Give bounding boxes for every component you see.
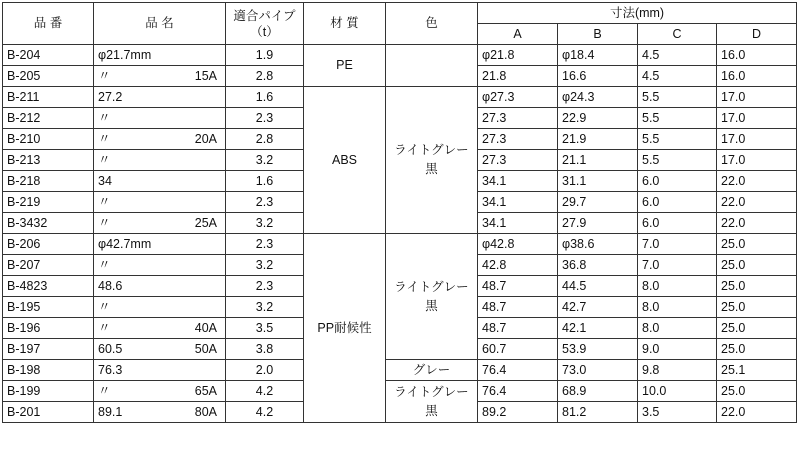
spec-table-wrapper xyxy=(2,2,797,423)
cell-d: 22.0 xyxy=(717,171,797,192)
cell-d: 25.0 xyxy=(717,339,797,360)
cell-c: 6.0 xyxy=(638,171,717,192)
header-pipe-line2: （t） xyxy=(250,24,279,39)
header-d: D xyxy=(717,24,797,45)
cell-name xyxy=(94,66,226,87)
cell-thickness: 3.2 xyxy=(226,213,304,234)
cell-name xyxy=(94,297,226,318)
size-value: 25A xyxy=(194,215,217,230)
cell-c: 8.0 xyxy=(638,297,717,318)
cell-b: 42.1 xyxy=(558,318,638,339)
cell-b: 27.9 xyxy=(558,213,638,234)
cell-d: 22.0 xyxy=(717,192,797,213)
name-value: 〃 xyxy=(98,152,111,167)
cell-thickness: 2.8 xyxy=(226,66,304,87)
cell-b: 21.1 xyxy=(558,150,638,171)
header-material: 材 質 xyxy=(304,3,386,45)
cell-a: 27.3 xyxy=(478,150,558,171)
header-code: 品 番 xyxy=(3,3,94,45)
cell-a: 27.3 xyxy=(478,129,558,150)
cell-b: 42.7 xyxy=(558,297,638,318)
cell-name xyxy=(94,318,226,339)
cell-code: B-197 xyxy=(3,339,94,360)
cell-d: 25.0 xyxy=(717,234,797,255)
table-row xyxy=(3,381,797,402)
cell-code: B-206 xyxy=(3,234,94,255)
color-label: 黒 xyxy=(425,403,438,418)
cell-c: 5.5 xyxy=(638,87,717,108)
cell-thickness: 4.2 xyxy=(226,381,304,402)
cell-a: 34.1 xyxy=(478,171,558,192)
table-row xyxy=(3,87,797,108)
cell-d: 25.0 xyxy=(717,297,797,318)
color-label: 黒 xyxy=(425,298,438,313)
cell-a: 34.1 xyxy=(478,192,558,213)
cell-name xyxy=(94,171,226,192)
size-value: 15A xyxy=(194,68,217,83)
cell-c: 5.5 xyxy=(638,150,717,171)
name-value: 〃 xyxy=(98,68,111,83)
cell-code: B-212 xyxy=(3,108,94,129)
cell-a: 21.8 xyxy=(478,66,558,87)
cell-c: 3.5 xyxy=(638,402,717,423)
cell-thickness: 1.9 xyxy=(226,45,304,66)
cell-name xyxy=(94,276,226,297)
cell-code: B-198 xyxy=(3,360,94,381)
cell-code: B-3432 xyxy=(3,213,94,234)
color-label: 黒 xyxy=(425,162,438,176)
cell-c: 8.0 xyxy=(638,318,717,339)
header-name: 品 名 xyxy=(94,3,226,45)
cell-code: B-195 xyxy=(3,297,94,318)
cell-b: 29.7 xyxy=(558,192,638,213)
header-color: 色 xyxy=(386,3,478,45)
cell-b: φ18.4 xyxy=(558,45,638,66)
cell-c: 5.5 xyxy=(638,108,717,129)
cell-name xyxy=(94,255,226,276)
cell-code: B-196 xyxy=(3,318,94,339)
name-value: 34 xyxy=(98,173,112,188)
cell-a: 48.7 xyxy=(478,318,558,339)
cell-b: φ24.3 xyxy=(558,87,638,108)
table-row xyxy=(3,45,797,66)
name-value: 〃 xyxy=(98,299,111,314)
color-group-2 xyxy=(386,234,478,360)
cell-code: B-219 xyxy=(3,192,94,213)
cell-code: B-4823 xyxy=(3,276,94,297)
cell-a: φ42.8 xyxy=(478,234,558,255)
cell-name xyxy=(94,150,226,171)
cell-name xyxy=(94,129,226,150)
cell-a: 89.2 xyxy=(478,402,558,423)
material-pp: PP耐候性 xyxy=(304,234,386,423)
cell-c: 6.0 xyxy=(638,213,717,234)
cell-name xyxy=(94,234,226,255)
cell-b: 16.6 xyxy=(558,66,638,87)
cell-name xyxy=(94,87,226,108)
header-a: A xyxy=(478,24,558,45)
cell-a: 60.7 xyxy=(478,339,558,360)
cell-b: 68.9 xyxy=(558,381,638,402)
cell-thickness: 4.2 xyxy=(226,402,304,423)
cell-code: B-210 xyxy=(3,129,94,150)
size-value: 50A xyxy=(194,341,217,356)
cell-code: B-218 xyxy=(3,171,94,192)
cell-code: B-205 xyxy=(3,66,94,87)
size-value: 20A xyxy=(194,131,217,146)
cell-c: 7.0 xyxy=(638,255,717,276)
color-label: ライトグレー xyxy=(394,279,469,294)
name-value: 〃 xyxy=(98,383,111,398)
name-value: 〃 xyxy=(98,257,111,272)
color-group-3: グレー xyxy=(386,360,478,381)
name-value: 89.1 xyxy=(98,404,123,419)
cell-c: 4.5 xyxy=(638,45,717,66)
cell-a: 76.4 xyxy=(478,381,558,402)
cell-d: 25.0 xyxy=(717,381,797,402)
name-value: 〃 xyxy=(98,131,111,146)
cell-a: 27.3 xyxy=(478,108,558,129)
size-value: 65A xyxy=(194,383,217,398)
cell-b: φ38.6 xyxy=(558,234,638,255)
cell-code: B-199 xyxy=(3,381,94,402)
cell-name xyxy=(94,339,226,360)
header-pipe-line1: 適合パイプ xyxy=(233,8,296,23)
cell-a: φ21.8 xyxy=(478,45,558,66)
cell-code: B-204 xyxy=(3,45,94,66)
header-pipe xyxy=(226,3,304,45)
cell-name xyxy=(94,213,226,234)
cell-d: 25.0 xyxy=(717,255,797,276)
cell-thickness: 2.8 xyxy=(226,129,304,150)
cell-c: 10.0 xyxy=(638,381,717,402)
cell-b: 21.9 xyxy=(558,129,638,150)
cell-thickness: 3.2 xyxy=(226,150,304,171)
table-row xyxy=(3,234,797,255)
cell-thickness: 2.3 xyxy=(226,108,304,129)
cell-a: 34.1 xyxy=(478,213,558,234)
cell-b: 53.9 xyxy=(558,339,638,360)
cell-thickness: 3.8 xyxy=(226,339,304,360)
cell-b: 22.9 xyxy=(558,108,638,129)
cell-d: 17.0 xyxy=(717,129,797,150)
cell-a: φ27.3 xyxy=(478,87,558,108)
cell-thickness: 2.0 xyxy=(226,360,304,381)
cell-c: 7.0 xyxy=(638,234,717,255)
cell-thickness: 2.3 xyxy=(226,276,304,297)
header-c: C xyxy=(638,24,717,45)
table-row xyxy=(3,360,797,381)
name-value: 60.5 xyxy=(98,341,123,356)
cell-thickness: 3.5 xyxy=(226,318,304,339)
name-value: 〃 xyxy=(98,320,111,335)
cell-d: 25.0 xyxy=(717,318,797,339)
cell-code: B-213 xyxy=(3,150,94,171)
cell-d: 22.0 xyxy=(717,402,797,423)
cell-c: 5.5 xyxy=(638,129,717,150)
cell-d: 25.1 xyxy=(717,360,797,381)
cell-d: 25.0 xyxy=(717,276,797,297)
cell-code: B-211 xyxy=(3,87,94,108)
cell-thickness: 2.3 xyxy=(226,192,304,213)
cell-d: 16.0 xyxy=(717,66,797,87)
cell-c: 9.8 xyxy=(638,360,717,381)
cell-d: 16.0 xyxy=(717,45,797,66)
header-b: B xyxy=(558,24,638,45)
cell-c: 4.5 xyxy=(638,66,717,87)
name-value: 〃 xyxy=(98,110,111,125)
cell-a: 76.4 xyxy=(478,360,558,381)
cell-d: 17.0 xyxy=(717,150,797,171)
cell-thickness: 3.2 xyxy=(226,255,304,276)
cell-code: B-207 xyxy=(3,255,94,276)
cell-name xyxy=(94,192,226,213)
name-value: φ42.7mm xyxy=(98,236,152,251)
color-label: ライトグレー xyxy=(394,384,469,399)
size-value: 80A xyxy=(194,404,217,419)
cell-d: 17.0 xyxy=(717,108,797,129)
cell-thickness: 3.2 xyxy=(226,297,304,318)
cell-thickness: 2.3 xyxy=(226,234,304,255)
cell-name xyxy=(94,45,226,66)
name-value: 76.3 xyxy=(98,362,123,377)
spec-table xyxy=(2,2,797,423)
size-value: 40A xyxy=(194,320,217,335)
cell-name xyxy=(94,402,226,423)
name-value: 〃 xyxy=(98,215,111,230)
header-dims: 寸法(mm) xyxy=(478,3,797,24)
cell-a: 48.7 xyxy=(478,297,558,318)
name-value: 48.6 xyxy=(98,278,123,293)
cell-name xyxy=(94,381,226,402)
cell-c: 9.0 xyxy=(638,339,717,360)
cell-thickness: 1.6 xyxy=(226,171,304,192)
cell-name xyxy=(94,108,226,129)
name-value: φ21.7mm xyxy=(98,47,152,62)
cell-a: 42.8 xyxy=(478,255,558,276)
cell-b: 36.8 xyxy=(558,255,638,276)
cell-thickness: 1.6 xyxy=(226,87,304,108)
color-group-empty xyxy=(386,45,478,87)
cell-a: 48.7 xyxy=(478,276,558,297)
color-group-1 xyxy=(386,87,478,234)
cell-b: 31.1 xyxy=(558,171,638,192)
name-value: 〃 xyxy=(98,194,111,209)
cell-c: 8.0 xyxy=(638,276,717,297)
cell-name xyxy=(94,360,226,381)
cell-code: B-201 xyxy=(3,402,94,423)
material-pe: PE xyxy=(304,45,386,87)
color-label: ライトグレー xyxy=(394,143,469,157)
cell-b: 81.2 xyxy=(558,402,638,423)
cell-b: 44.5 xyxy=(558,276,638,297)
name-value: 27.2 xyxy=(98,89,123,104)
cell-b: 73.0 xyxy=(558,360,638,381)
cell-d: 17.0 xyxy=(717,87,797,108)
cell-c: 6.0 xyxy=(638,192,717,213)
material-abs: ABS xyxy=(304,87,386,234)
cell-d: 22.0 xyxy=(717,213,797,234)
color-group-4 xyxy=(386,381,478,423)
